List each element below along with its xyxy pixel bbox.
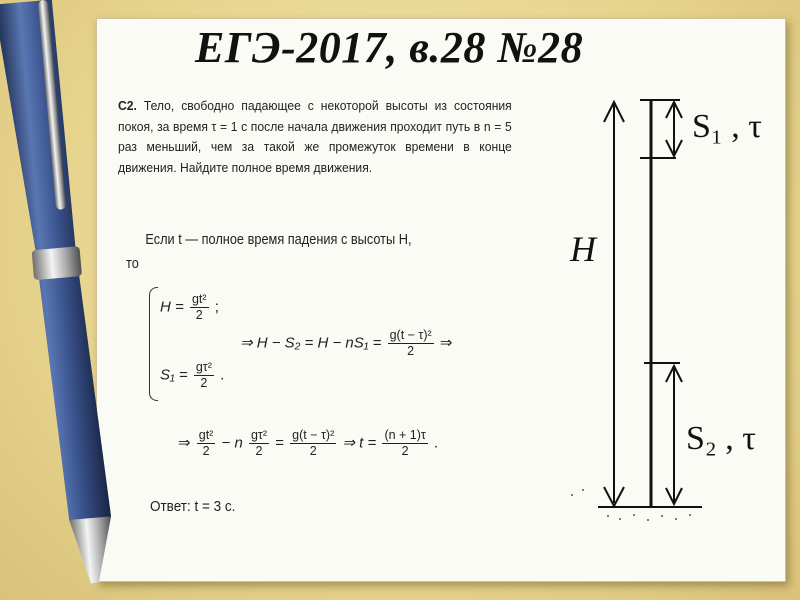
solution-intro-line1: Если t — полное время падения с высоты H, [145, 232, 412, 248]
equation-S1-denominator: 2 [200, 376, 208, 390]
equation-second-start: ⇒ [178, 434, 191, 452]
equation-middle-left: ⇒ H − S₂ = H − nS₁ = [240, 334, 382, 352]
label-S1: S₁ , τ [692, 108, 762, 145]
equation-second-equals: = [275, 434, 284, 452]
pen-ring [32, 246, 82, 280]
equation-second-end: . [434, 434, 439, 452]
pen-tip [69, 516, 117, 584]
equation-S1-numerator: gτ² [195, 360, 212, 374]
equation-second-f4-num: (n + 1)τ [384, 428, 426, 442]
equation-H-left: H = [160, 298, 184, 316]
equation-second-minus: − n [221, 434, 243, 452]
equation-H-end: ; [214, 298, 219, 316]
equation-middle-denominator: 2 [407, 344, 415, 358]
problem-statement: Тело, свободно падающее с некоторой высоты из состояния покоя, за время τ = 1 с после начала движения проходит путь в n = 5 раз меньший, чем за такой же промежуток времени в конце движения. Найдите полное время движения. [118, 98, 512, 175]
slide-title: ЕГЭ-2017, в.28 №28 [195, 23, 584, 72]
pen-image [0, 0, 130, 600]
equation-middle-numerator: g(t − τ)² [389, 328, 432, 342]
equation-second-f2-num: gτ² [250, 428, 268, 442]
equation-second-f3-num: g(t − τ)² [292, 428, 335, 442]
equation-H-numerator: gt² [191, 292, 207, 306]
label-S2: S₂ , τ [686, 420, 756, 457]
equation-middle-end: ⇒ [439, 334, 453, 352]
pen-body [0, 0, 116, 577]
equation-second-f1-num: gt² [198, 428, 214, 442]
solution-intro-line2: то [126, 256, 139, 272]
equation-S1-end: . [220, 366, 225, 384]
problem-number: С2. [118, 98, 137, 113]
equation-second-f1-den: 2 [202, 444, 210, 458]
equation-second-f3-den: 2 [309, 444, 317, 458]
equation-H-denominator: 2 [195, 308, 203, 322]
equation-second-then: ⇒ t = [342, 434, 377, 452]
label-H: H [570, 229, 596, 269]
equation-second-f2-den: 2 [255, 444, 263, 458]
equation-S1-left: S₁ = [160, 366, 188, 384]
answer-line: Ответ: t = 3 с. [150, 498, 236, 515]
equation-second-f4-den: 2 [401, 444, 409, 458]
